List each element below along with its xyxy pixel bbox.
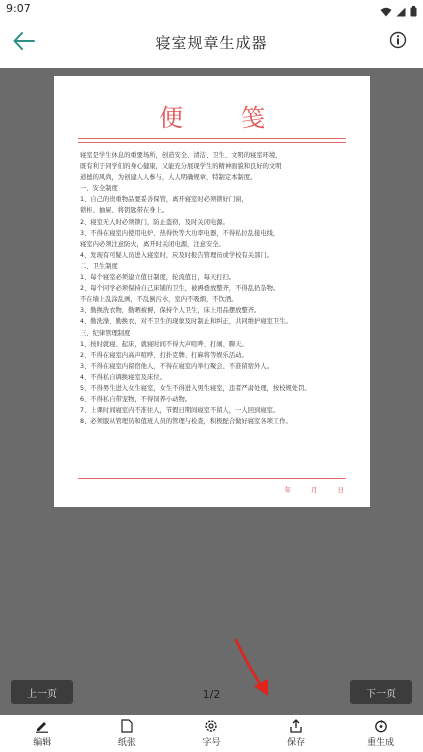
page-title: 寝室规章生成器 [155,34,268,52]
document-title: 便笺 [159,104,323,132]
document-line: 寝室是学生休息的重要场所，创造安全、清洁、卫生、文明的寝室环境， [80,152,282,159]
info-button[interactable] [387,31,409,53]
nav-font-size[interactable] [169,715,254,752]
document-line: 一、安全制度 [80,185,118,193]
document-body [80,150,344,427]
title-rule-top [78,138,346,139]
next-page-button[interactable]: 下一页 [350,680,412,704]
document-line: 2、每个同学必须保持自己床铺的卫生，被褥叠放整齐，不得乱扔杂物。 [80,285,280,293]
date-month: 月 [311,486,318,494]
document-line: 7、上课时间寝室内不准住人，节假日期间寝室不留人，一人回到寝室。 [80,407,280,415]
nav-paper[interactable] [85,715,170,752]
nav-label-paper: 纸张 [117,738,136,748]
prev-page-button[interactable]: 上一页 [11,680,73,704]
nav-regenerate[interactable] [338,715,423,752]
document-line: 6、不得私自带宠物，不得饲养小动物。 [80,396,192,404]
document-line: 3、不得在寝室内留宿他人，不得在寝室内举行聚会、不准留宿外人。 [80,362,273,370]
nav-label-save: 保存 [287,738,306,748]
document-line: 2、不得在寝室内高声喧哗、打扑克牌、打麻将等娱乐活动。 [80,351,248,359]
preview-area [0,68,423,715]
document-line: 三、纪律管理制度 [80,329,131,337]
document-line: 3、不得在寝室内使用电炉、热得快等大功率电器，不得私拉乱接电线， [80,229,280,237]
document-line: 1、自己的贵重物品要妥善保管，离开寝室时必须锁好门窗， [80,196,248,204]
nav-label-font-size: 字号 [202,738,221,748]
document-line: 不在墙上乱涂乱画，不乱倒污水，室内不吸烟，不饮酒。 [80,296,238,304]
nav-edit[interactable] [0,715,85,752]
document-line: 1、按时就寝、起床，就寝时间不得大声喧哗、打闹、聊天。 [80,340,248,348]
document-line: 4、勤洗澡、勤换衣，对不卫生的现象及时制止和纠正，共同维护寝室卫生。 [80,318,292,326]
nav-label-edit: 编辑 [33,738,52,748]
date-rule [78,478,346,479]
document-line: 二、卫生制度 [80,262,118,270]
bottom-nav [0,715,423,752]
document-page [54,76,370,507]
regenerate-icon [374,719,388,733]
document-line: 寝室内必须注意防火，离开时关闭电源，注意安全。 [80,240,225,248]
status-bar [0,0,423,18]
status-time: 9:07 [6,2,31,15]
app-bar [0,18,423,68]
document-line: 4、不得私自调换寝室及床位。 [80,373,166,381]
document-line: 2、寝室无人时必须锁门，防止盗窃，及时关闭电源。 [80,218,229,226]
gear-icon [204,719,218,733]
nav-label-regenerate: 重生成 [367,738,395,748]
paper-icon [120,719,134,733]
document-line: 3、勤换洗衣物，勤晒被褥，保持个人卫生，床上用品摆放整齐。 [80,307,261,315]
document-line: 既有利于同学们的身心健康，又能充分展现学生的精神面貌和良好的文明 [80,163,282,171]
title-rule-bottom [78,142,346,143]
document-date [285,485,345,494]
document-line: 5、不得男生进入女生寝室，女生不得进入男生寝室，违者严肃处理，按校规处罚。 [80,384,311,392]
nav-save[interactable] [254,715,339,752]
document-line: 8、必须服从管理员和值班人员的管理与检查，积极配合做好寝室各项工作。 [80,418,292,426]
pencil-icon [35,719,49,733]
share-icon [289,719,303,733]
document-line: 4、发现有可疑人员进入寝室时，应及时报告管理员或学校有关部门。 [80,251,273,259]
document-line: 锁柜、抽屉、将钥匙带在身上。 [80,207,169,215]
document-line: 道德的风尚，为创建人人参与，人人明确规章，特制定本制度。 [80,174,257,182]
page-indicator: 1/2 [202,688,221,701]
info-icon [389,31,407,53]
date-day: 日 [337,486,344,494]
date-year: 年 [284,486,291,494]
document-line: 1、每个寝室必须建立值日制度，轮流值日，每天打扫。 [80,274,236,282]
